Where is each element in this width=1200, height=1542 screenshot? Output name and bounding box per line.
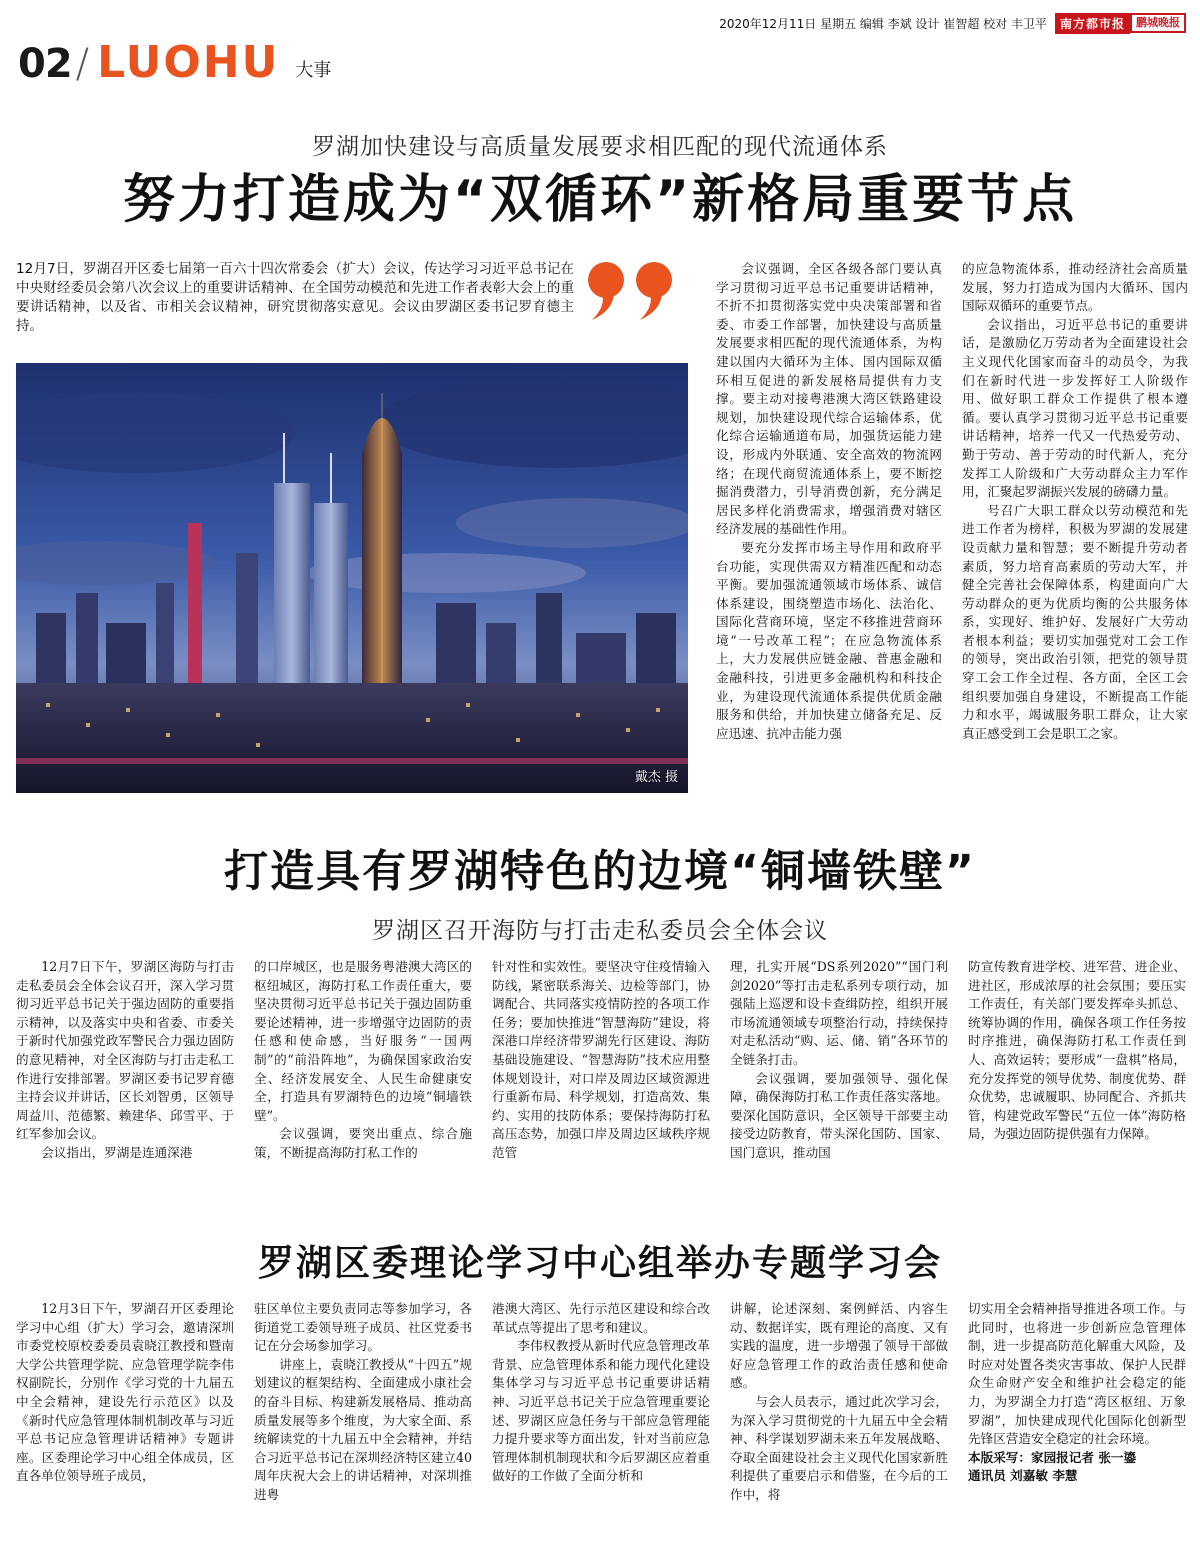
paragraph: 要充分发挥市场主导作用和政府平台功能，实现供需双方精准匹配和动态平衡。要加强流通领域市场体系、诚信体系建设，围绕塑造市场化、法治化、国际化营商环境，坚定不移推进营商环境“一号改革工程”；在应急物流体系上，大力发展供应链金融、普惠金融和金融科技，引进更多金融机构和科技企业，为建设现代流通体系提供优质金融服务和供给，并加快建立储备充足、反应迅速、抗冲击能力强: [716, 539, 942, 741]
section-name: LUOHU: [97, 37, 280, 88]
section-masthead: [18, 37, 332, 88]
paragraph: 讲解，论述深刻、案例鲜活、内容生动、数据详实，既有理论的高度、又有实践的温度，进一步增强了领导干部做好应急管理工作的政治责任感和使命感。: [730, 1301, 948, 1391]
logo-main-text: 南方都市报: [1055, 13, 1130, 34]
article2-subhead: 罗湖区召开海防与打击走私委员会全体会议: [372, 918, 828, 944]
article3-column-1: [16, 1300, 234, 1536]
article3-column-3: [492, 1300, 710, 1536]
byline-correspondents: 通讯员 刘嘉敏 李慧: [968, 1468, 1078, 1484]
article2-headline: 打造具有罗湖特色的边境“铜墙铁壁”: [224, 846, 976, 897]
article3-column-2: [254, 1300, 472, 1536]
article1-headline: 努力打造成为“双循环”新格局重要节点: [122, 170, 1078, 230]
paragraph: 港澳大湾区、先行示范区建设和综合改革试点等提出了思考和建议。: [492, 1301, 710, 1335]
article1-lead: 12月7日，罗湖召开区委七届第一百六十四次常委会（扩大）会议，传达学习习近平总书记在中央财经委员会第八次会议上的重要讲话精神、在全国劳动模范和先进工作者表彰大会上的重要讲话精神，以及省、市相关会议精神，研究贯彻落实意见。会议由罗湖区委书记罗育德主持。: [16, 261, 574, 334]
paragraph: 号召广大职工群众以劳动模范和先进工作者为榜样，积极为罗湖的发展建设贡献力量和智慧；要不断提升劳动者素质，努力培育高素质的劳动大军，并健全完善社会保障体系，构建面向广大劳动群众的更为优质均衡的公共服务体系，实现好、维护好、发展好广大劳动者根本利益；要切实加强党对工会工作的领导，突出政治引领，把党的领导贯穿工会工作全过程、各方面，全区工会组织要加强自身建设，不断提高工作能力和水平，竭诚服务职工群众，让大家真正感受到工会是职工之家。: [962, 502, 1188, 741]
section-tag: 大事: [295, 60, 332, 81]
article2-column-3: [492, 958, 710, 1218]
skyline-illustration: [16, 363, 688, 793]
paragraph: 李伟权教授从新时代应急管理改革背景、应急管理体系和能力现代化建设集体学习与习近平总书记重要讲话精神、习近平总书记关于应急管理重要论述、罗湖区应急任务与干部应急管理能力提升要求等方面出发，针对当前应急管理体制机制现状和今后罗湖区应着重做好的工作做了全面分析和: [492, 1338, 710, 1484]
paragraph: 驻区单位主要负责同志等参加学习，各街道党工委领导班子成员、社区党委书记在分会场参加学习。: [254, 1301, 472, 1354]
article2-column-5: [968, 958, 1186, 1218]
logo-sub-text: 鹏城晚报: [1130, 13, 1186, 33]
paragraph: 切实用全会精神指导推进各项工作。与此同时，也将进一步创新应急管理体制，进一步提高防范化解重大风险，及时应对处置各类灾害事故、保护人民群众生命财产安全和维护社会稳定的能力，为罗湖全力打造“湾区枢纽、万象罗湖”，加快建成现代化国际化创新型先锋区营造安全稳定的社会环境。: [968, 1301, 1186, 1447]
city-skyline-photo: [16, 363, 688, 793]
paragraph: 12月3日下午，罗湖召开区委理论学习中心组（扩大）学习会，邀请深圳市委党校原校委委员袁晓江教授和暨南大学公共管理学院、应急管理学院李伟权副院长，分别作《学习党的十九届五中全会精神，建设先行示范区》以及《新时代应急管理体制机制改革与习近平总书记应急管理讲话精神》专题讲座。区委理论学习中心组全体成员，区直各单位领导班子成员，: [16, 1301, 234, 1484]
article2-column-4: [730, 958, 948, 1218]
byline-reporter: 本版采写：家园报记者 张一鎏: [968, 1449, 1137, 1465]
paragraph: 会议强调，要突出重点、综合施策，不断提高海防打私工作的: [254, 1126, 472, 1160]
article2-column-2: [254, 958, 472, 1218]
paragraph: 讲座上，袁晓江教授从“十四五”规划建议的框架结构、全面建成小康社会的奋斗目标、构建新发展格局、推动高质量发展等多个维度，为大家全面、系统解读党的十九届五中全会精神，并结合习近平总书记在深圳经济特区建立40周年庆祝大会上的讲话精神，对深圳推进粤: [254, 1356, 472, 1502]
page-meta-strip: [719, 12, 1186, 34]
quote-icon: [584, 258, 680, 322]
paragraph: 与会人员表示，通过此次学习会，为深入学习贯彻党的十九届五中全会精神、科学谋划罗湖未来五年发展战略、夺取全面建设社会主义现代化国家新胜利提供了重要启示和借鉴，在今后的工作中，将: [730, 1393, 948, 1502]
paragraph: 针对性和实效性。要坚决守住疫情输入防线，紧密联系海关、边检等部门，协调配合、共同落实疫情防控的各项工作任务；要加快推进“智慧海防”建设，将深港口岸经济带罗湖先行区建设、海防基础设施建设、“智慧海防”技术应用整体规划设计，对口岸及周边区域资源进行重新布局、科学规划，打造高效、集约、实用的技防体系；要保持海防打私高压态势，加强口岸及周边区域秩序规范管: [492, 959, 710, 1160]
paragraph: 12月7日下午，罗湖区海防与打击走私委员会全体会议召开，深入学习贯彻习近平总书记关于强边固防的重要指示精神，以及落实中央和省委、市委关于新时代加强党政军警民合力强边固防的意见精神，对全区海防与打击走私工作进行安排部署。罗湖区委书记罗育德主持会议并讲话，区长刘智勇，区领导周益川、范德繁、赖建华、邱雪平、于红军参加会议。: [16, 959, 234, 1142]
photo-credit: 戴杰 摄: [634, 770, 678, 785]
meta-line: 2020年12月11日 星期五 编辑 李斌 设计 崔智超 校对 丰卫平: [719, 16, 1047, 31]
article3-column-4: [730, 1300, 948, 1536]
paragraph: 会议指出，习近平总书记的重要讲话，是激励亿万劳动者为全面建设社会主义现代化国家而奋斗的动员令，为我们在新时代进一步发挥好工人阶级作用、做好职工群众工作提供了根本遵循。要认真学习贯彻习近平总书记重要讲话精神，培养一代又一代热爱劳动、勤于劳动、善于劳动的时代新人，充分发挥工人阶级和广大劳动群众主力军作用，汇聚起罗湖振兴发展的磅礴力量。: [962, 316, 1188, 500]
paragraph: 理，扎实开展“DS系列2020”“国门利剑2020”等打击走私系列专项行动，加强陆上巡逻和设卡查缉防控，组织开展市场流通领域专项整治行动，持续保持对走私活动“购、运、储、销”各环节的全链条打击。: [730, 959, 948, 1067]
paragraph: 的口岸城区，也是服务粤港澳大湾区的枢纽城区，海防打私工作责任重大，要坚决贯彻习近平总书记关于强边固防重要论述精神，进一步增强守边固防的责任感和使命感，当好服务“一国两制”的“前沿阵地”，为确保国家政治安全、经济发展安全、人民生命健康安全，打造具有罗湖特色的边境“铜墙铁壁”。: [254, 959, 472, 1123]
slash-divider: /: [75, 41, 90, 87]
article2-column-1: [16, 958, 234, 1218]
article1-column-2: [716, 260, 942, 790]
paragraph: 会议指出，罗湖是连通深港: [41, 1144, 193, 1160]
article1-column-3: [962, 260, 1188, 790]
newspaper-logo: [1055, 13, 1186, 33]
article1-subhead: 罗湖加快建设与高质量发展要求相匹配的现代流通体系: [312, 134, 888, 160]
paragraph: 会议强调，要加强领导、强化保障，确保海防打私工作责任落实落地。要深化国防意识，全区领导干部要主动接受边防教育，带头深化国防、国家、国门意识，推动国: [730, 1070, 948, 1160]
paragraph: 的应急物流体系，推动经济社会高质量发展，努力打造成为国内大循环、国内国际双循环的重要节点。: [962, 261, 1188, 314]
article3-column-5: [968, 1300, 1186, 1536]
article3-headline: 罗湖区委理论学习中心组举办专题学习会: [257, 1243, 942, 1284]
page-number: 02: [18, 41, 72, 87]
paragraph: 会议强调，全区各级各部门要认真学习贯彻习近平总书记重要讲话精神，不折不扣贯彻落实党中央决策部署和省委、市委工作部署，加快建设与高质量发展要求相匹配的现代流通体系，为构建以国内大循环为主体、国内国际双循环相互促进的新发展格局提供有力支撑。要主动对接粤港澳大湾区铁路建设规划，加快建设现代综合运输体系，优化综合运输通道布局，加强货运能力建设，形成内外联通、安全高效的物流网络；在现代商贸流通体系上，要不断挖掘消费潜力，引导消费创新，充分满足居民多样化消费需求，增强消费对辖区经济发展的基础性作用。: [716, 261, 942, 537]
paragraph: 防宣传教育进学校、进军营、进企业、进社区，形成浓厚的社会氛围；要压实工作责任，有关部门要发挥牵头抓总、统筹协调的作用，确保各项工作任务按时序推进，确保海防打私工作责任到人、高效运转；要形成“一盘棋”格局，充分发挥党的领导优势、制度优势、群众优势，忠诚履职、协同配合、齐抓共管，构建党政军警民“五位一体”海防格局，为强边固防提供强有力保障。: [968, 959, 1186, 1142]
